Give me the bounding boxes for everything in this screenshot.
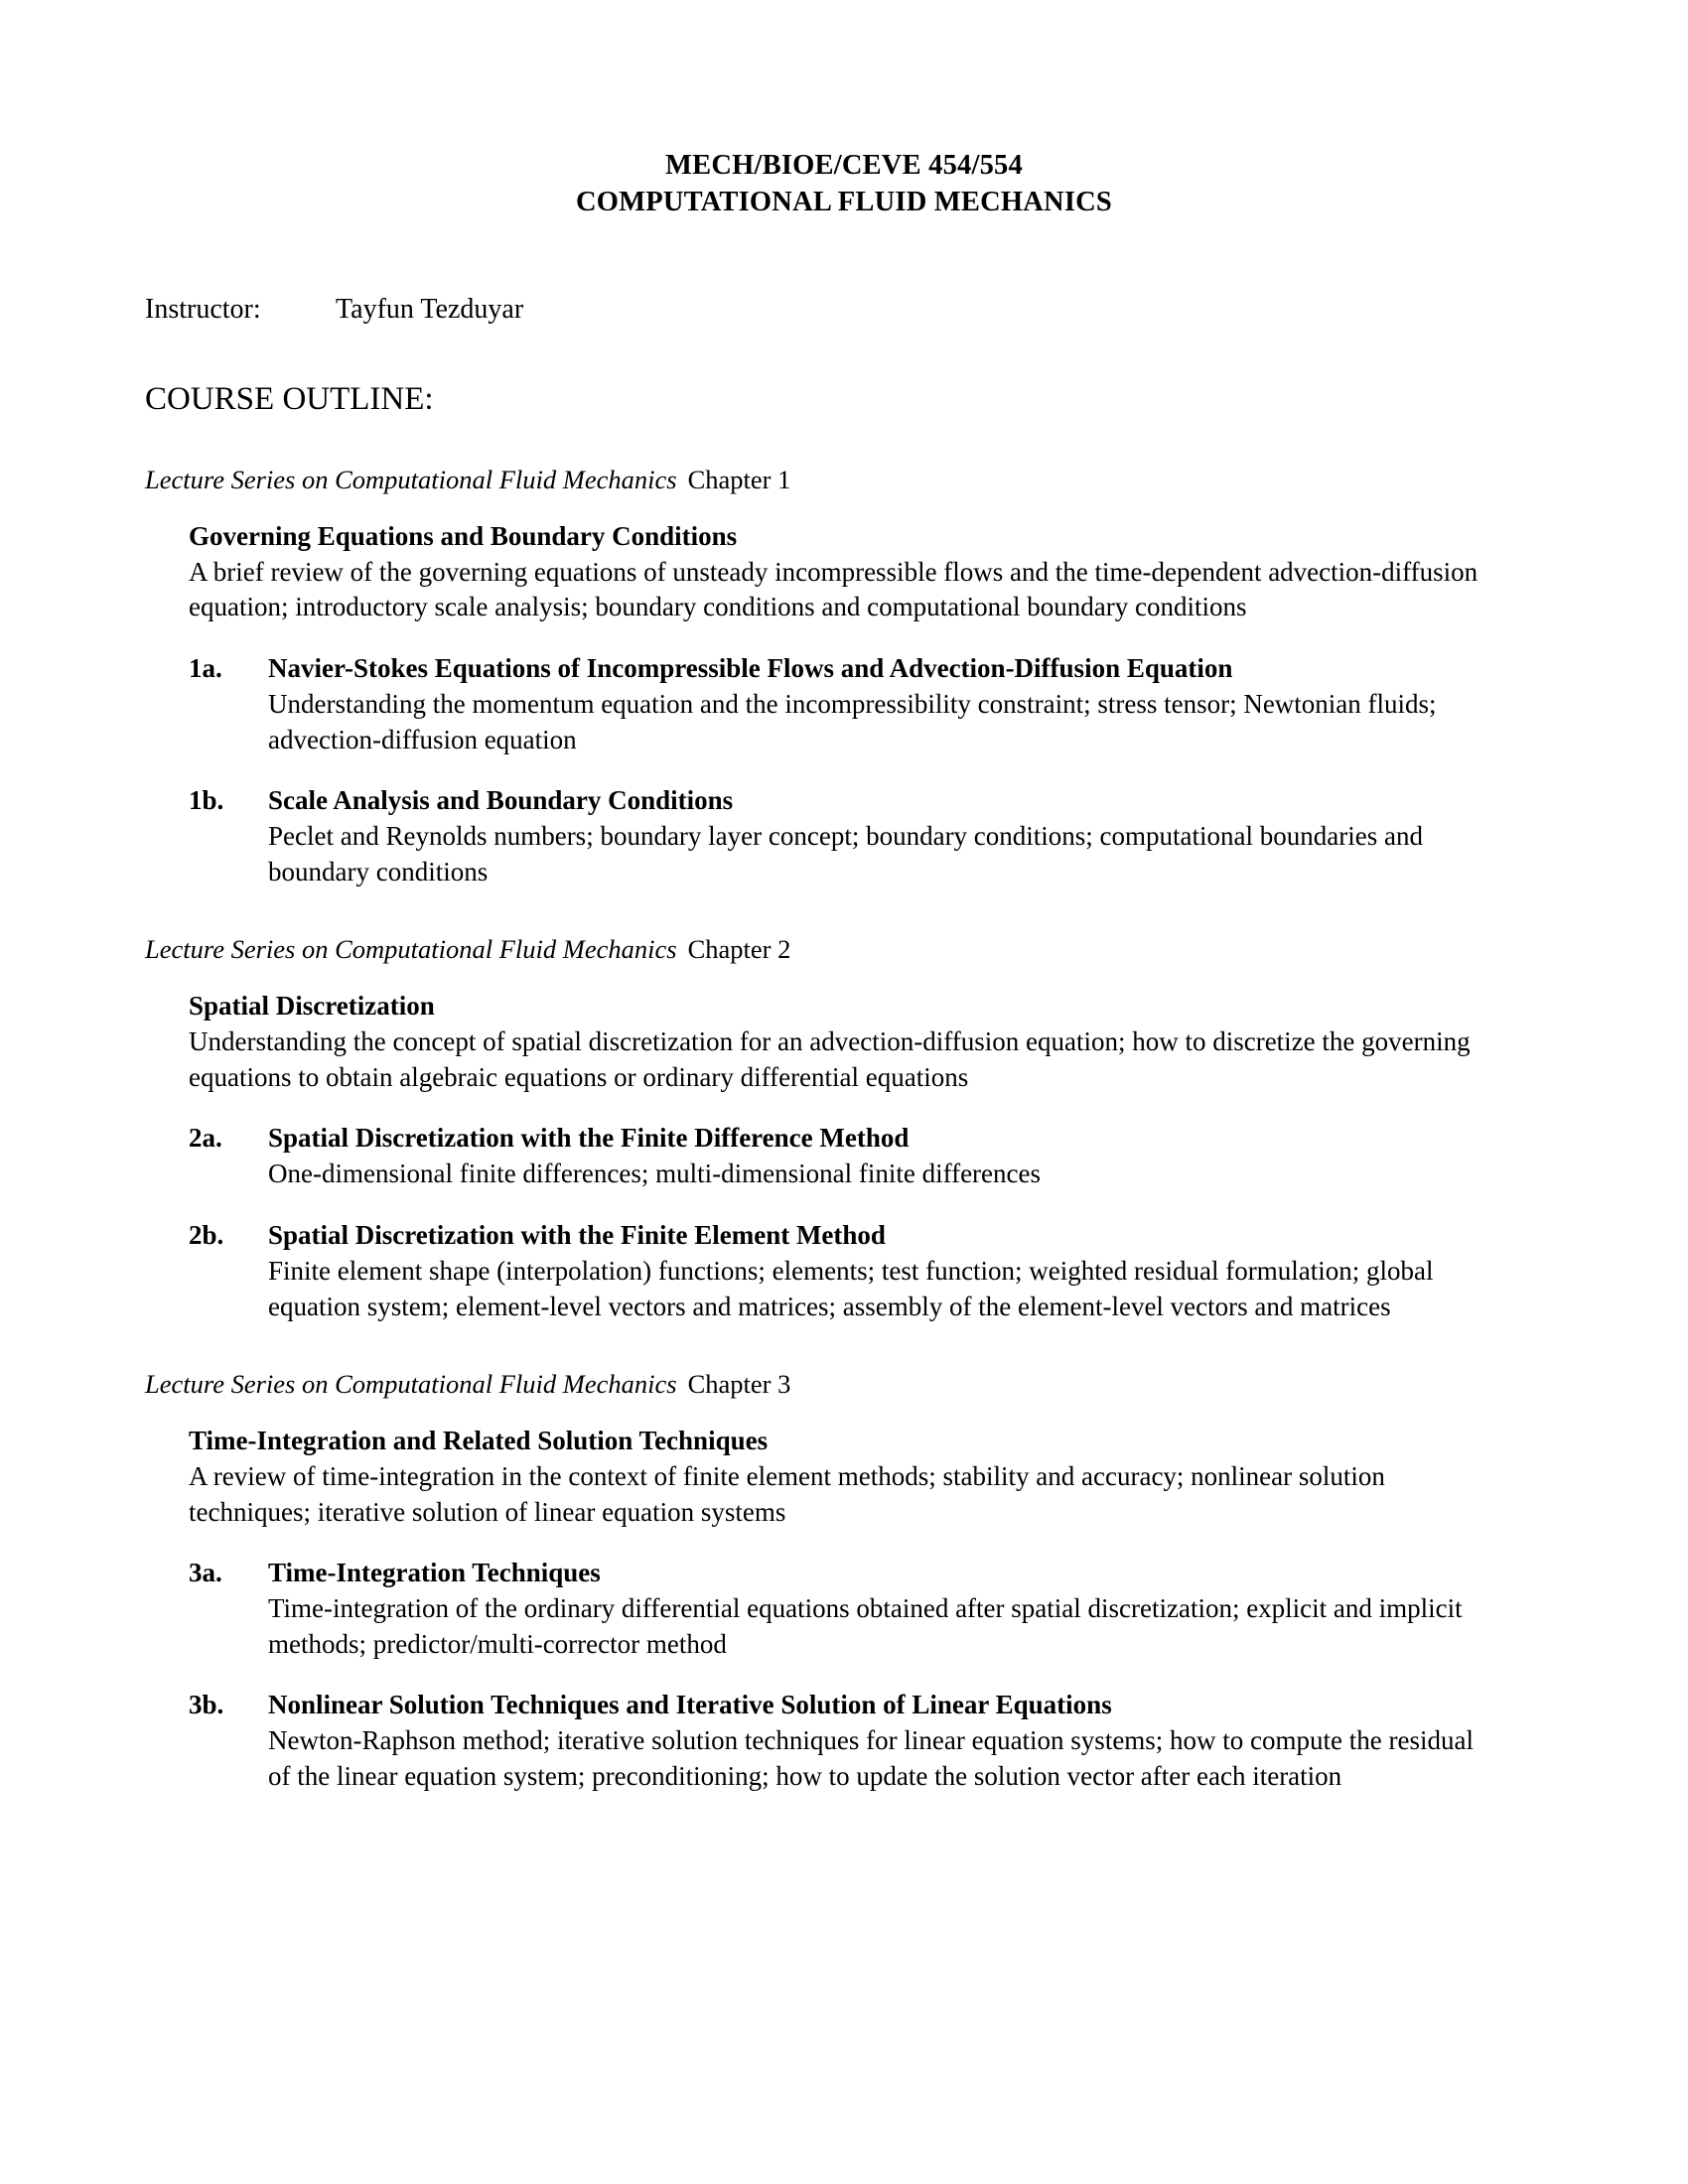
- topic-title: Spatial Discretization: [189, 991, 435, 1022]
- topic-title: Time-Integration and Related Solution Techniques: [189, 1426, 769, 1456]
- chapter-series-line: [145, 933, 1688, 966]
- course-name-title: COMPUTATIONAL FLUID MECHANICS: [576, 187, 1112, 218]
- subsection-number: 2b.: [189, 1219, 224, 1250]
- series-title: Lecture Series on Computational Fluid Mechanics: [145, 464, 677, 494]
- subsection-heading: [189, 1121, 1501, 1156]
- chapter-label: Chapter 3: [687, 1369, 791, 1399]
- topic-description: A review of time-integration in the context of finite element methods; stability and accuracy; nonlinear solution techniques; iterative solution of linear equation systems: [189, 1461, 1385, 1527]
- subsection-title: Navier-Stokes Equations of Incompressible Flows and Advection-Diffusion Equation: [268, 652, 1233, 683]
- subsection-title: Scale Analysis and Boundary Conditions: [268, 785, 734, 815]
- topic-description: Understanding the concept of spatial discretization for an advection-diffusion equation; how to discretize the governing equations to obtain algebraic equations or ordinary differential equations: [189, 1026, 1471, 1092]
- subsection-title: Spatial Discretization with the Finite Element Method: [268, 1219, 886, 1250]
- series-title: Lecture Series on Computational Fluid Mechanics: [145, 1369, 677, 1399]
- chapter-label: Chapter 2: [687, 934, 791, 965]
- subsection-heading: [189, 1218, 1501, 1253]
- instructor-label: Instructor:: [145, 294, 261, 326]
- subsection-number: 3b.: [189, 1690, 224, 1720]
- subsection-heading: [189, 1688, 1501, 1722]
- subsection: [189, 651, 1501, 757]
- subsection-description: Peclet and Reynolds numbers; boundary layer concept; boundary conditions; computational boundaries and boundary conditions: [268, 821, 1423, 887]
- subsection: [189, 1556, 1501, 1662]
- subsection-description: One-dimensional finite differences; multi-dimensional finite differences: [268, 1159, 1042, 1189]
- subsection-description: Understanding the momentum equation and the incompressibility constraint; stress tensor; Newtonian fluids; advection-diffusion equation: [268, 689, 1437, 754]
- document-title-block: [0, 0, 1688, 220]
- subsection-heading: [189, 1556, 1501, 1590]
- chapter-series-line: [145, 1368, 1688, 1401]
- chapter-label: Chapter 1: [687, 464, 791, 494]
- subsection-description: Newton-Raphson method; iterative solution techniques for linear equation systems; how to compute the residual of the linear equation system; preconditioning; how to update the solution vector after each iteration: [268, 1725, 1474, 1791]
- chapter-topic: [189, 1424, 1501, 1530]
- chapter-block: [0, 464, 1688, 889]
- subsection: [189, 1688, 1501, 1794]
- subsection-description: Finite element shape (interpolation) functions; elements; test function; weighted residual formulation; global equation system; element-level vectors and matrices; assembly of the element-level vectors and matrices: [268, 1256, 1434, 1321]
- subsection-number: 2a.: [189, 1123, 222, 1154]
- chapter-topic: [189, 519, 1501, 625]
- subsection-number: 3a.: [189, 1558, 222, 1588]
- chapter-topic: [189, 989, 1501, 1095]
- subsection-number: 1a.: [189, 652, 222, 683]
- topic-description: A brief review of the governing equations of unsteady incompressible flows and the time-dependent advection-diffusion equation; introductory scale analysis; boundary conditions and computational boundary conditions: [189, 556, 1478, 622]
- subsection: [189, 1218, 1501, 1324]
- subsection-description: Time-integration of the ordinary differential equations obtained after spatial discretization; explicit and implicit methods; predictor/multi-corrector method: [268, 1593, 1463, 1659]
- chapter-block: [0, 933, 1688, 1324]
- series-title: Lecture Series on Computational Fluid Mechanics: [145, 934, 677, 965]
- course-outline-heading: COURSE OUTLINE:: [145, 381, 434, 418]
- subsection-title: Spatial Discretization with the Finite Difference Method: [268, 1123, 910, 1154]
- topic-title: Governing Equations and Boundary Conditions: [189, 520, 738, 551]
- subsection-heading: [189, 651, 1501, 686]
- chapter-block: [0, 1368, 1688, 1794]
- subsection-title: Time-Integration Techniques: [268, 1558, 601, 1588]
- subsection-number: 1b.: [189, 785, 224, 815]
- instructor-name: Tayfun Tezduyar: [336, 294, 524, 326]
- instructor-row: [145, 292, 1688, 327]
- subsection-heading: [189, 783, 1501, 818]
- subsection: [189, 783, 1501, 889]
- course-code-title: MECH/BIOE/CEVE 454/554: [665, 150, 1023, 181]
- subsection: [189, 1121, 1501, 1192]
- chapter-series-line: [145, 464, 1688, 496]
- subsection-title: Nonlinear Solution Techniques and Iterative Solution of Linear Equations: [268, 1690, 1112, 1720]
